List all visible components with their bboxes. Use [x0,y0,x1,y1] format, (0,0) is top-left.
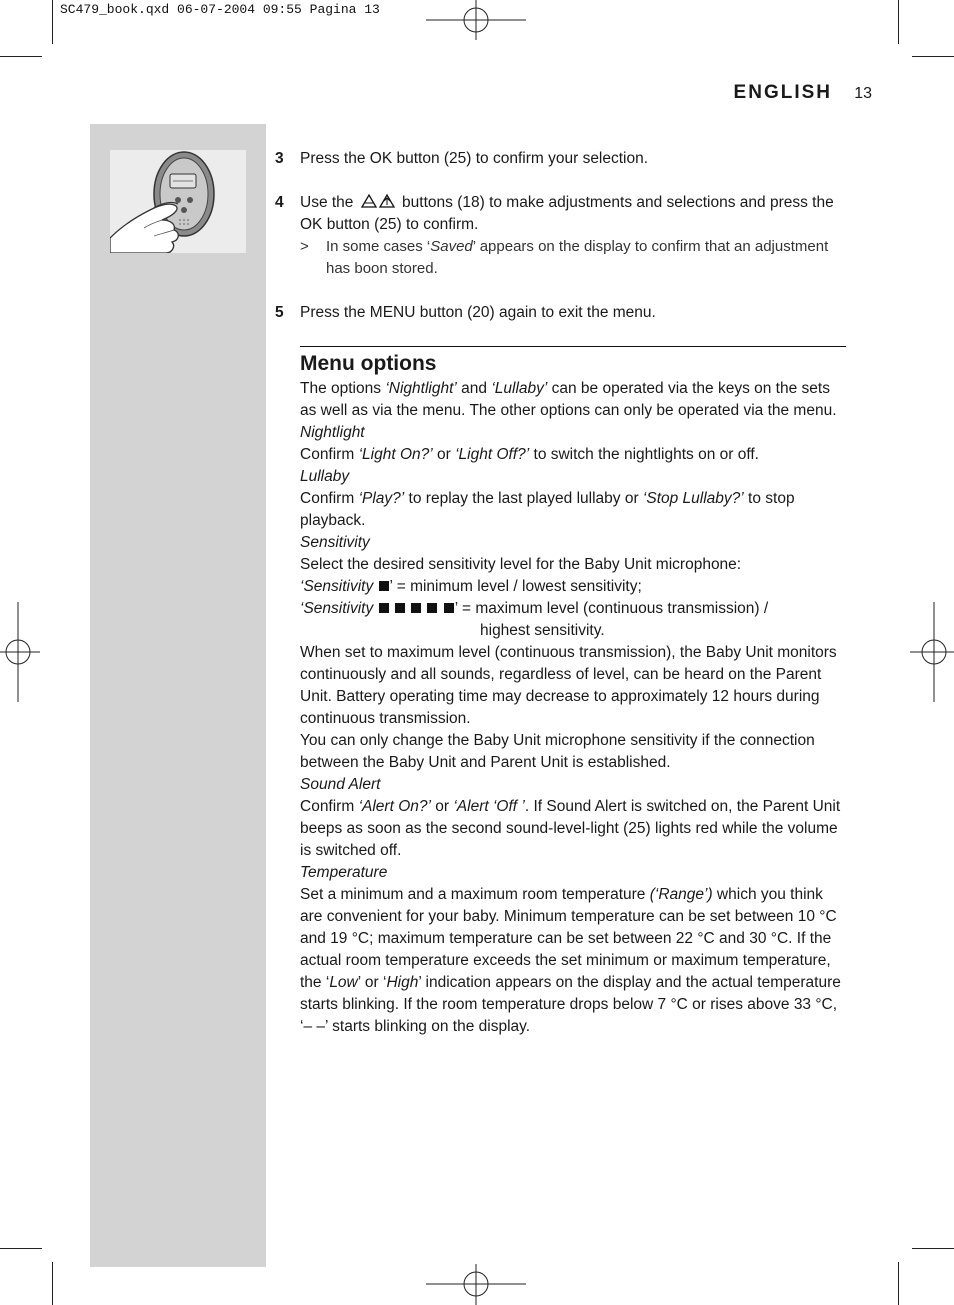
step-number: 5 [275,304,284,321]
crop-mark [0,56,42,57]
step-text: Press the OK button (25) to confirm your selection. [300,150,649,167]
registration-mark-icon [910,602,954,702]
step-text-after: buttons (18) to make adjustments and selections and press the OK button (25) to confirm. [300,194,834,233]
step-text-before: Use the [300,194,354,211]
crop-mark [0,1248,42,1249]
subheading-temperature: Temperature [300,864,388,881]
sensitivity-section: Sensitivity Select the desired sensitivity level for the Baby Unit microphone: ‘Sensitivity ’ = minimum level / lowest sensitivity; ‘Sensitivity ’ = maximum level (continuous transmission) / highest sensitivity. When set to maximum level (continuous transmission), the Baby Unit monitors continuously and all sounds, regardless of level, can be heard on the Parent Unit. Battery operating time may decrease to approximately 12 hours during continuous transmission. You can only change the Baby Unit microphone sensitivity if the connection between the Baby Unit and Parent Unit is established. [300,532,846,774]
step-number: 3 [275,150,284,167]
subheading-sensitivity: Sensitivity [300,534,370,551]
step-text [300,192,846,236]
step-result: > In some cases ‘Saved’ appears on the display to confirm that an adjustment has boon stored. [300,238,829,277]
sidebar-panel [90,124,266,1267]
section-divider [300,346,846,347]
crop-mark [912,1248,954,1249]
temperature-section: Temperature Set a minimum and a maximum room temperature (‘Range’) which you think are convenient for your baby. Minimum temperature can be set between 10 °C and 19 °C; maximum temperature can be set between 22 °C and 30 °C. If the actual room temperature exceeds the set minimum or maximum temperature, the ‘Low’ or ‘High’ indication appears on the display and the actual temperature starts blinking. If the room temperature drops below 7 °C or rises above 33 °C, ‘– –’ starts blinking on the display. [300,862,846,1038]
result-arrow: > [300,238,309,255]
running-header [733,82,872,104]
subheading-nightlight: Nightlight [300,424,365,441]
registration-mark-icon [0,602,40,702]
step-number: 4 [275,194,284,211]
up-down-buttons-icon [360,193,396,209]
crop-mark [898,0,899,44]
step-3 [275,148,846,170]
sound-alert-section: Sound Alert Confirm ‘Alert On?’ or ‘Alert ‘Off ’. If Sound Alert is switched on, the Parent Unit beeps as soon as the second sound-level-light (25) lights red while the volume is switched off. [300,774,846,862]
printer-slug: SC479_book.qxd 06-07-2004 09:55 Pagina 13 [60,2,380,17]
step-text: Press the MENU button (20) again to exit the menu. [300,304,656,321]
crop-mark [898,1262,899,1305]
intro-paragraph: The options ‘Nightlight’ and ‘Lullaby’ can be operated via the keys on the sets as well as via the menu. The other options can only be operated via the menu. [300,380,837,419]
crop-mark [52,0,53,44]
level-square-icon [379,581,389,591]
sensitivity-min-line: ‘Sensitivity ’ = minimum level / lowest sensitivity; [300,578,642,595]
main-content [275,148,846,1038]
crop-mark [52,1262,53,1305]
registration-mark-icon [426,0,526,40]
level-square-icon [444,603,454,613]
level-square-icon [411,603,421,613]
step-5 [275,302,846,324]
nightlight-section: Nightlight Confirm ‘Light On?’ or ‘Light Off?’ to switch the nightlights on or off. [300,422,846,466]
subheading-sound-alert: Sound Alert [300,776,381,793]
subheading-lullaby: Lullaby [300,468,350,485]
level-square-icon [427,603,437,613]
hand-pressing-button-icon [110,150,246,253]
level-square-icon [395,603,405,613]
lullaby-section: Lullaby Confirm ‘Play?’ to replay the last played lullaby or ‘Stop Lullaby?’ to stop playback. [300,466,846,532]
language-label: ENGLISH [733,82,832,103]
level-square-icon [379,603,389,613]
section-title: Menu options [300,352,437,375]
sensitivity-max-line: ‘Sensitivity ’ = maximum level (continuous transmission) / [300,600,769,617]
page-number: 13 [854,85,872,102]
registration-mark-icon [426,1264,526,1305]
device-illustration [110,150,246,253]
crop-mark [912,56,954,57]
step-4 [275,192,846,280]
